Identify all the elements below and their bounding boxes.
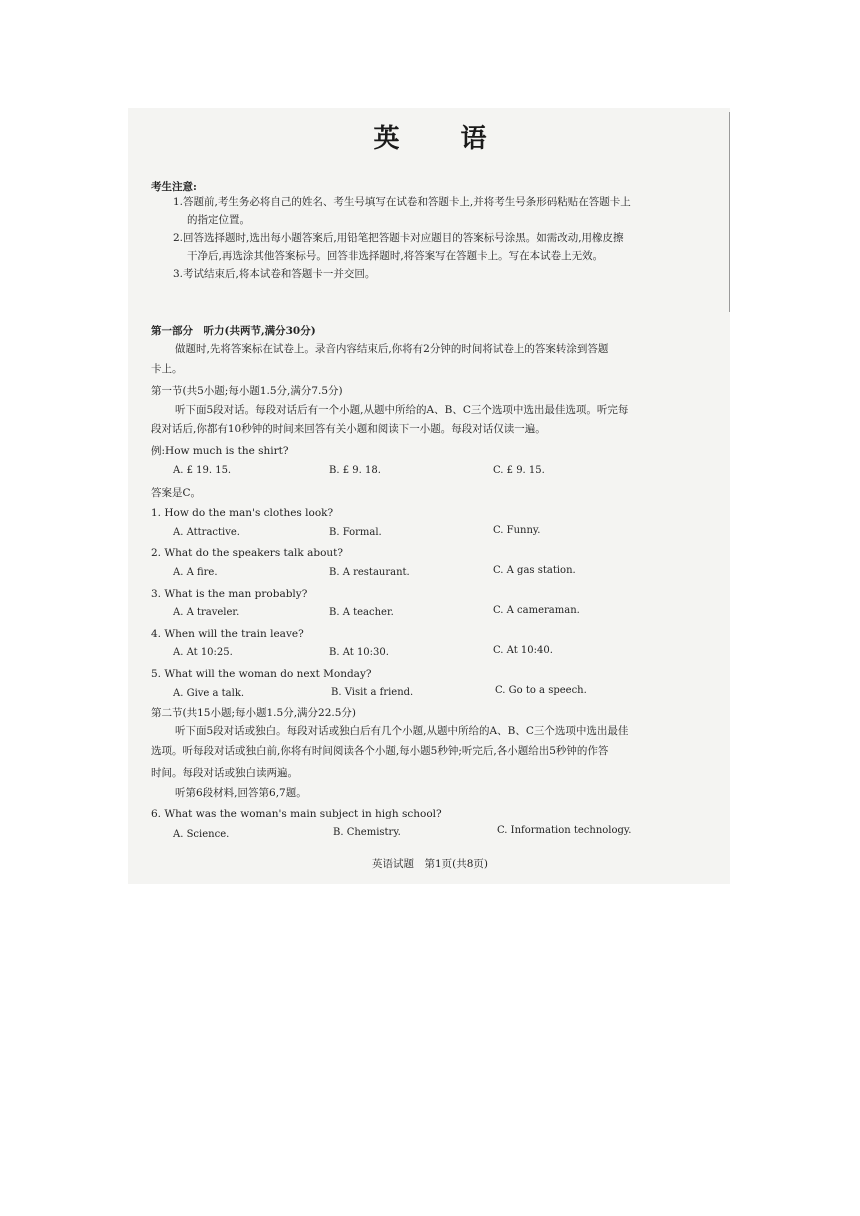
question-2: 2. What do the speakers talk about? <box>151 547 343 559</box>
question-4: 4. When will the train leave? <box>151 628 304 640</box>
notice-item-2-cont: 干净后,再选涂其他答案标号。回答非选择题时,将答案写在答题卡上。写在本试卷上无效。 <box>187 250 604 262</box>
example-option-b: B. £ 9. 18. <box>329 465 381 476</box>
notice-item-1: 1.答题前,考生务必将自己的姓名、考生号填写在试卷和答题卡上,并将考生号条形码粘贴在答题卡上 <box>173 196 631 208</box>
q4-option-a: A. At 10:25. <box>173 647 233 658</box>
example-question: 例:How much is the shirt? <box>151 445 289 457</box>
section1-instructions: 听下面5段对话。每段对话后有一个小题,从题中所给的A、B、C三个选项中选出最佳选项。听完每 <box>175 404 629 416</box>
question-1: 1. How do the man's clothes look? <box>151 507 334 519</box>
section1-instructions-cont: 段对话后,你都有10秒钟的时间来回答有关小题和阅读下一小题。每段对话仅读一遍。 <box>151 423 546 435</box>
notice-item-1-cont: 的指定位置。 <box>187 214 250 226</box>
part1-heading: 第一部分 听力(共两节,满分30分) <box>151 325 316 337</box>
section2-instructions: 听下面5段对话或独白。每段对话或独白后有几个小题,从题中所给的A、B、C三个选项中选出最佳 <box>175 725 629 737</box>
q2-option-c: C. A gas station. <box>493 565 576 576</box>
notice-item-2: 2.回答选择题时,选出每小题答案后,用铅笔把答题卡对应题目的答案标号涂黑。如需改动,用橡皮擦 <box>173 232 624 244</box>
page-title: 英 语 <box>373 124 513 154</box>
section2-instructions-cont: 选项。听每段对话或独白前,你将有时间阅读各个小题,每小题5秒钟;听完后,各小题给出5秒钟的作答 <box>151 745 609 757</box>
question-3: 3. What is the man probably? <box>151 588 308 600</box>
q6-option-c: C. Information technology. <box>497 825 632 836</box>
example-answer: 答案是C。 <box>151 487 202 499</box>
q3-option-a: A. A traveler. <box>173 607 240 618</box>
q5-option-b: B. Visit a friend. <box>331 687 414 698</box>
example-option-a: A. £ 19. 15. <box>173 465 232 476</box>
q1-option-c: C. Funny. <box>493 525 541 536</box>
q6-option-a: A. Science. <box>173 829 230 840</box>
section2-heading: 第二节(共15小题;每小题1.5分,满分22.5分) <box>151 707 357 719</box>
question-5: 5. What will the woman do next Monday? <box>151 668 372 680</box>
section1-heading: 第一节(共5小题;每小题1.5分,满分7.5分) <box>151 385 343 397</box>
q4-option-b: B. At 10:30. <box>329 647 389 658</box>
q4-option-c: C. At 10:40. <box>493 645 553 656</box>
q1-option-a: A. Attractive. <box>173 527 240 538</box>
q5-option-c: C. Go to a speech. <box>495 685 587 696</box>
notice-item-3: 3.考试结束后,将本试卷和答题卡一并交回。 <box>173 268 376 280</box>
material-6-instruction: 听第6段材料,回答第6,7题。 <box>175 787 307 799</box>
page-footer: 英语试题 第1页(共8页) <box>371 858 489 870</box>
example-option-c: C. £ 9. 15. <box>493 465 545 476</box>
part1-intro-cont: 卡上。 <box>151 363 183 375</box>
section2-instructions-end: 时间。每段对话或独白读两遍。 <box>151 767 298 779</box>
notice-heading: 考生注意: <box>151 181 197 193</box>
part1-intro: 做题时,先将答案标在试卷上。录音内容结束后,你将有2分钟的时间将试卷上的答案转涂到答题 <box>175 343 609 355</box>
q5-option-a: A. Give a talk. <box>173 688 245 699</box>
q6-option-b: B. Chemistry. <box>333 827 401 838</box>
q2-option-a: A. A fire. <box>173 567 218 578</box>
q2-option-b: B. A restaurant. <box>329 567 410 578</box>
question-6: 6. What was the woman's main subject in high school? <box>151 808 442 820</box>
q1-option-b: B. Formal. <box>329 527 382 538</box>
q3-option-b: B. A teacher. <box>329 607 394 618</box>
q3-option-c: C. A cameraman. <box>493 605 580 616</box>
